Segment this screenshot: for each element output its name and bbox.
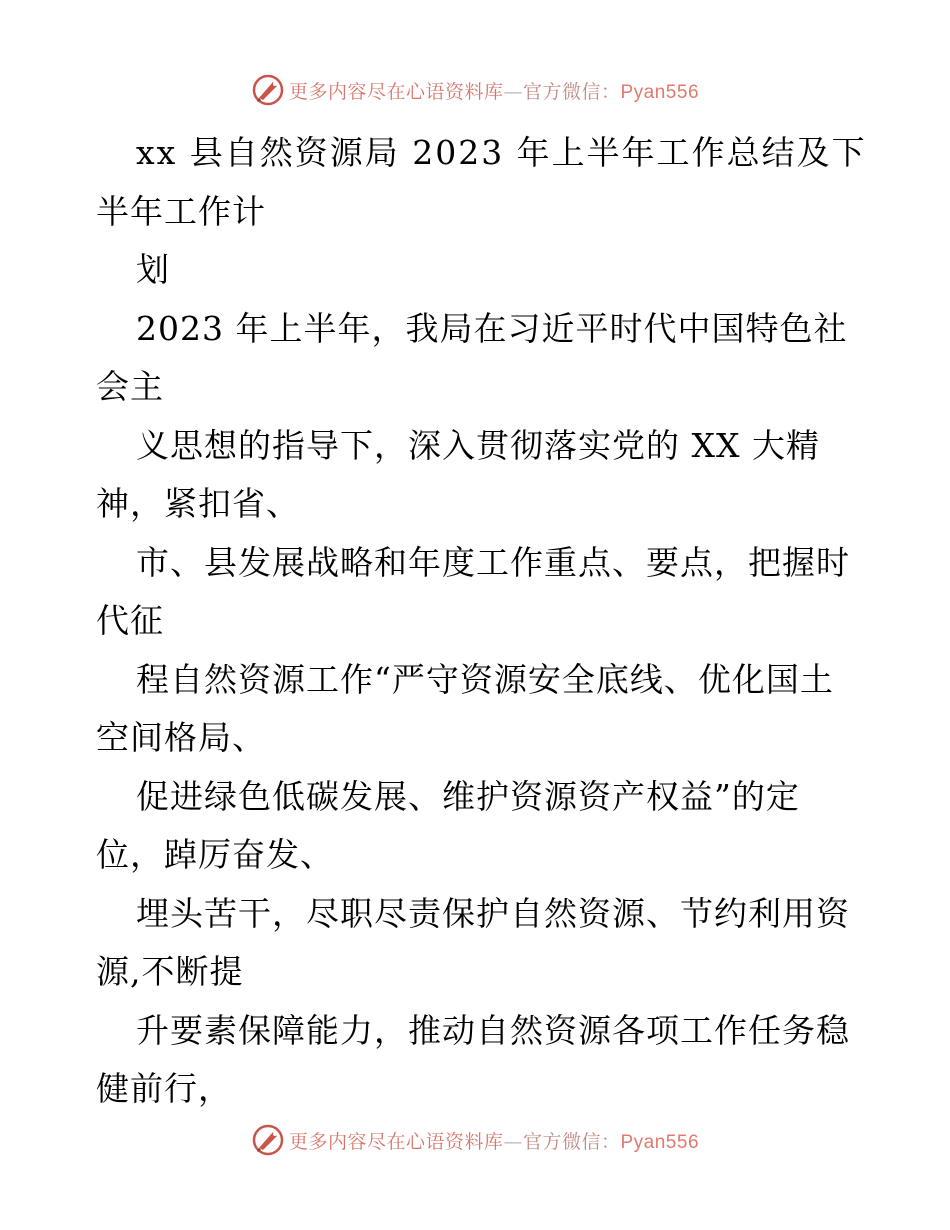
text-line: 源,不断提	[96, 952, 244, 991]
text-line: 空间格局、	[96, 718, 266, 757]
banner-text: 更多内容尽在心语资料库—官方微信：Pyan556	[288, 80, 700, 103]
banner-text: 更多内容尽在心语资料库—官方微信：Pyan556	[288, 1130, 700, 1153]
text-line: xx 县自然资源局 2023 年上半年工作总结及下	[136, 133, 867, 172]
footer-watermark-banner	[0, 1120, 950, 1160]
pen-logo-icon	[251, 73, 285, 107]
text-line: 程自然资源工作“严守资源安全底线、优化国土	[136, 659, 834, 699]
text-line: 半年工作计	[96, 191, 266, 231]
text-line: 神，紧扣省、	[96, 484, 300, 523]
document-body	[96, 124, 867, 1119]
text-line: 会主	[96, 367, 164, 406]
text-line: 划	[136, 250, 170, 289]
text-line: 健前行，	[96, 1069, 232, 1108]
text-line: 2023 年上半年，我局在习近平时代中国特色社	[136, 308, 848, 348]
text-line: 义思想的指导下，深入贯彻落实党的 XX 大精	[136, 425, 820, 465]
text-line: 促进绿色低碳发展、维护资源资产权益”的定	[136, 776, 800, 816]
pen-logo-icon	[251, 1123, 285, 1157]
text-line: 埋头苦干，尽职尽责保护自然资源、节约利用资	[136, 893, 850, 933]
text-line: 升要素保障能力，推动自然资源各项工作任务稳	[136, 1010, 850, 1050]
text-line: 位，踔厉奋发、	[96, 835, 334, 874]
text-line: 市、县发展战略和年度工作重点、要点，把握时	[136, 542, 850, 582]
text-line: 代征	[96, 601, 164, 640]
header-watermark-banner	[0, 70, 950, 110]
